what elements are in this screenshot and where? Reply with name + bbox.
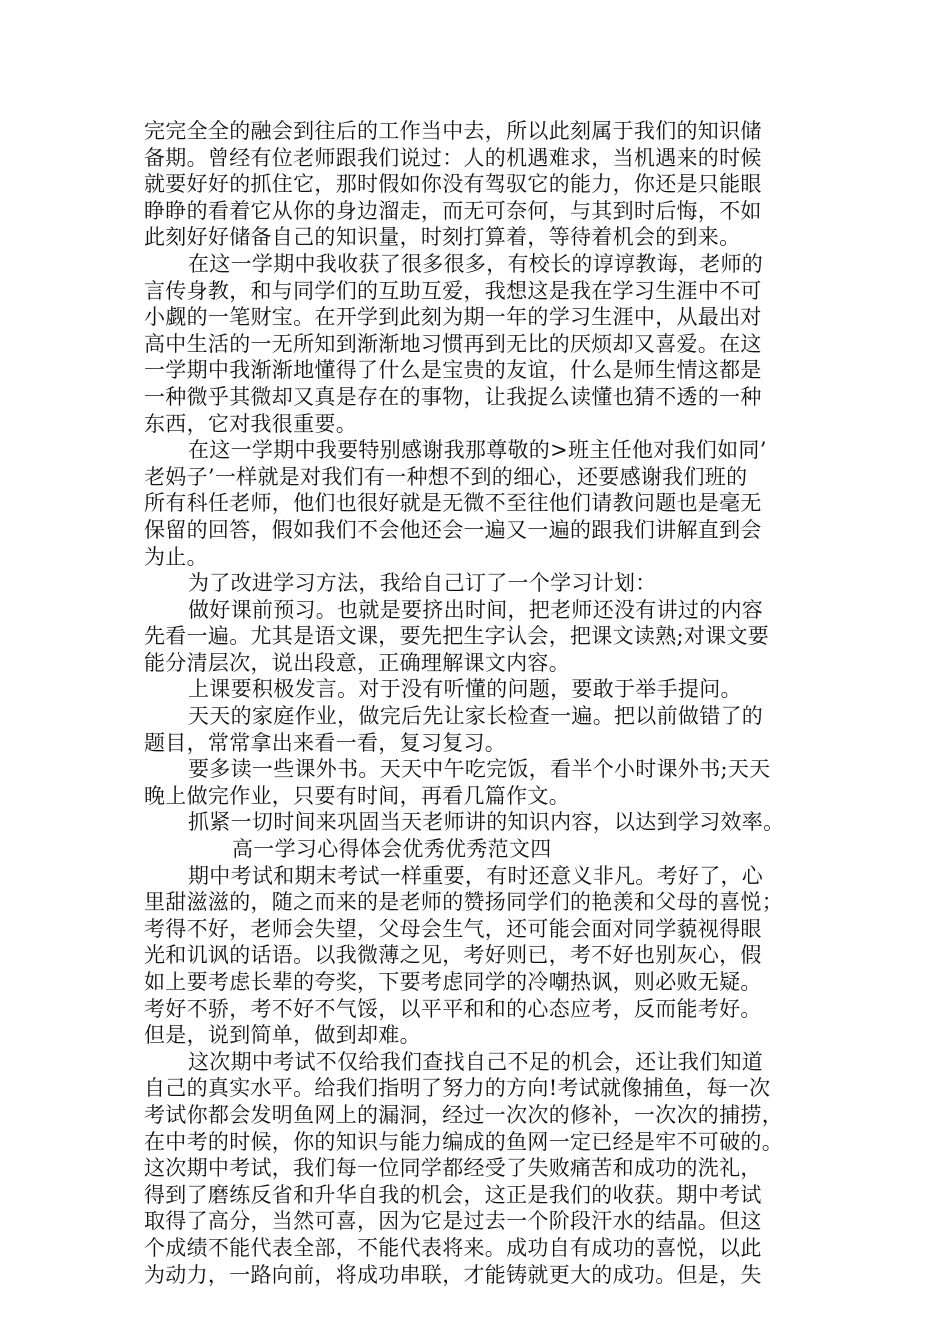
paragraph-first-line: 天天的家庭作业，做完后先让家长检查一遍。把以前做错了的 — [188, 704, 764, 729]
text-line: 能分清层次，说出段意，正确理解课文内容。 — [144, 650, 570, 675]
text-line: 就要好好的抓住它，那时假如你没有驾驭它的能力，你还是只能眼 — [144, 172, 762, 197]
text-line: 小觑的一笔财宝。在开学到此刻为期一年的学习生涯中，从最出对 — [144, 305, 762, 330]
text-line: 晚上做完作业，只要有时间，再看几篇作文。 — [144, 783, 570, 808]
text-line: 自己的真实水平。给我们指明了努力的方向!考试就像捕鱼，每一次 — [144, 1076, 771, 1101]
text-line: 考好不骄，考不好不气馁，以平平和和的心态应考，反而能考好。 — [144, 996, 762, 1021]
paragraph-first-line: 为了改进学习方法，我给自己订了一个学习计划： — [188, 571, 657, 596]
text-line: 保留的回答，假如我们不会他还会一遍又一遍的跟我们讲解直到会 — [144, 517, 762, 542]
text-line: 得到了磨练反省和升华自我的机会，这正是我们的收获。期中考试 — [144, 1182, 762, 1207]
paragraph-first-line: 这次期中考试不仅给我们查找自己不足的机会，还让我们知道 — [188, 1049, 764, 1074]
paragraph-first-line: 期中考试和期末考试一样重要，有时还意义非凡。考好了，心 — [188, 863, 764, 888]
section-heading: 高一学习心得体会优秀优秀范文四 — [232, 837, 552, 862]
paragraph-first-line: 在这一学期中我要特别感谢我那尊敬的>班主任他对我们如同’ — [188, 438, 767, 463]
text-line: 完完全全的融会到往后的工作当中去，所以此刻属于我们的知识储 — [144, 119, 762, 143]
text-line: 如上要考虑长辈的夸奖，下要考虑同学的冷嘲热讽，则必败无疑。 — [144, 970, 762, 994]
text-line: 先看一遍。尤其是语文课，要先把生字认会，把课文读熟;对课文要 — [144, 624, 770, 649]
text-line: 备期。曾经有位老师跟我们说过：人的机遇难求，当机遇来的时候 — [144, 145, 762, 170]
text-line: 所有科任老师，他们也很好就是无微不至往他们请教问题也是毫无 — [144, 491, 762, 516]
paragraph-first-line: 抓紧一切时间来巩固当天老师讲的知识内容，以达到学习效率。 — [188, 810, 785, 835]
text-line: 题目，常常拿出来看一看，复习复习。 — [144, 730, 507, 755]
text-line: 在中考的时候，你的知识与能力编成的鱼网一定已经是牢不可破的。 — [144, 1129, 783, 1154]
text-line: 取得了高分，当然可喜，因为它是过去一个阶段汗水的结晶。但这 — [144, 1209, 762, 1234]
text-line: 老妈子’一样就是对我们有一种想不到的细心，还要感谢我们班的 — [144, 464, 748, 489]
paragraph-first-line: 做好课前预习。也就是要挤出时间，把老师还没有讲过的内容 — [188, 597, 764, 622]
text-line: 一种微乎其微却又真是存在的事物，让我捉么读懂也猜不透的一种 — [144, 384, 762, 409]
text-line: 考得不好，老师会失望，父母会生气，还可能会面对同学藐视得眼 — [144, 916, 762, 941]
text-line: 睁睁的看着它从你的身边溜走，而无可奈何，与其到时后悔，不如 — [144, 198, 762, 223]
text-line: 个成绩不能代表全部，不能代表将来。成功自有成功的喜悦，以此 — [144, 1235, 762, 1260]
text-line: 为动力，一路向前，将成功串联，才能铸就更大的成功。但是，失 — [144, 1262, 762, 1287]
text-line: 此刻好好储备自己的知识量，时刻打算着，等待着机会的到来。 — [144, 225, 741, 250]
text-line: 言传身教，和与同学们的互助互爱，我想这是我在学习生涯中不可 — [144, 278, 762, 303]
text-line: 考试你都会发明鱼网上的漏洞，经过一次次的修补，一次次的捕捞， — [144, 1102, 783, 1127]
text-line: 光和讥讽的话语。以我微薄之见，考好则已，考不好也别灰心，假 — [144, 943, 762, 968]
text-line: 但是，说到简单，做到却难。 — [144, 1023, 421, 1048]
text-line: 里甜滋滋的，随之而来的是老师的赞扬同学们的艳羡和父母的喜悦； — [144, 890, 783, 915]
text-line: 为止。 — [144, 544, 208, 569]
text-line: 这次期中考试，我们每一位同学都经受了失败痛苦和成功的洗礼， — [144, 1156, 762, 1181]
paragraph-first-line: 上课要积极发言。对于没有听懂的问题，要敢于举手提问。 — [188, 677, 742, 702]
text-line: 东西，它对我很重要。 — [144, 411, 357, 436]
document-body — [144, 118, 820, 1288]
paragraph-first-line: 要多读一些课外书。天天中午吃完饭，看半个小时课外书;天天 — [188, 757, 771, 782]
text-line: 一学期中我渐渐地懂得了什么是宝贵的友谊，什么是师生情这都是 — [144, 358, 762, 383]
paragraph-first-line: 在这一学期中我收获了很多很多，有校长的谆谆教诲，老师的 — [188, 251, 764, 276]
text-line: 高中生活的一无所知到渐渐地习惯再到无比的厌烦却又喜爱。在这 — [144, 331, 762, 356]
